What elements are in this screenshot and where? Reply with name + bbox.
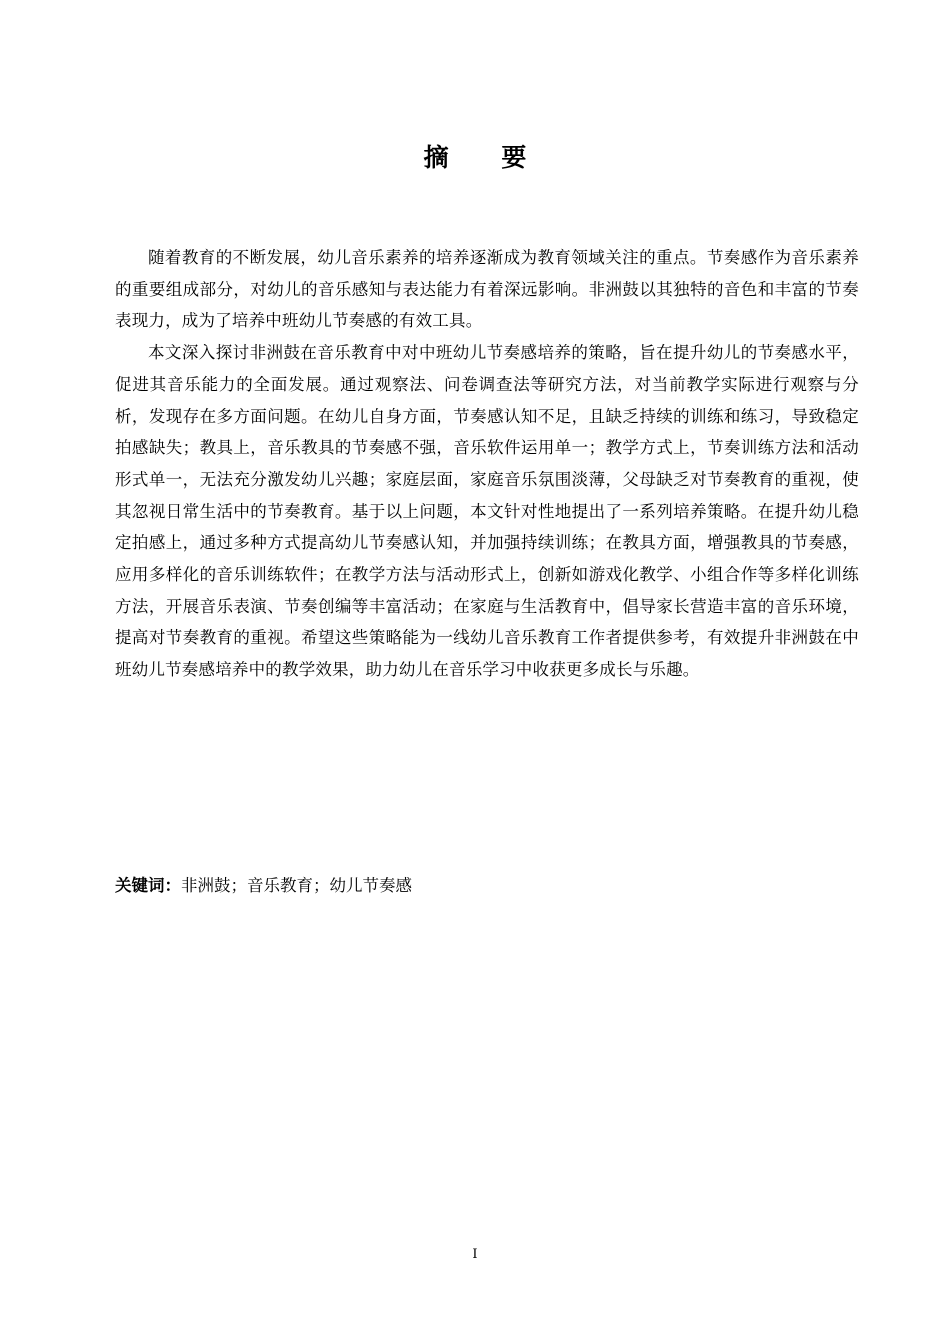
keywords-line (115, 873, 412, 899)
page-title: 摘 要 (423, 142, 549, 172)
keywords-value: 非洲鼓；音乐教育；幼儿节奏感 (181, 876, 412, 895)
abstract-body (115, 242, 859, 686)
keywords-label: 关键词： (115, 876, 181, 895)
page-number: I (472, 1247, 478, 1262)
abstract-paragraph-2: 本文深入探讨非洲鼓在音乐教育中对中班幼儿节奏感培养的策略，旨在提升幼儿的节奏感水平，促进其音乐能力的全面发展。通过观察法、问卷调查法等研究方法，对当前教学实际进行观察与分析，发现存在多方面问题。在幼儿自身方面，节奏感认知不足，且缺乏持续的训练和练习，导致稳定拍感缺失；教具上，音乐教具的节奏感不强，音乐软件运用单一；教学方式上，节奏训练方法和活动形式单一，无法充分激发幼儿兴趣；家庭层面，家庭音乐氛围淡薄，父母缺乏对节奏教育的重视，使其忽视日常生活中的节奏教育。基于以上问题，本文针对性地提出了一系列培养策略。在提升幼儿稳定拍感上，通过多种方式提高幼儿节奏感认知，并加强持续训练；在教具方面，增强教具的节奏感，应用多样化的音乐训练软件；在教学方法与活动形式上，创新如游戏化教学、小组合作等多样化训练方法，开展音乐表演、节奏创编等丰富活动；在家庭与生活教育中，倡导家长营造丰富的音乐环境，提高对节奏教育的重视。希望这些策略能为一线幼儿音乐教育工作者提供参考，有效提升非洲鼓在中班幼儿节奏感培养中的教学效果，助力幼儿在音乐学习中收获更多成长与乐趣。 (115, 343, 859, 680)
abstract-paragraph-1: 随着教育的不断发展，幼儿音乐素养的培养逐渐成为教育领域关注的重点。节奏感作为音乐素养的重要组成部分，对幼儿的音乐感知与表达能力有着深远影响。非洲鼓以其独特的音色和丰富的节奏表现力，成为了培养中班幼儿节奏感的有效工具。 (115, 248, 859, 331)
